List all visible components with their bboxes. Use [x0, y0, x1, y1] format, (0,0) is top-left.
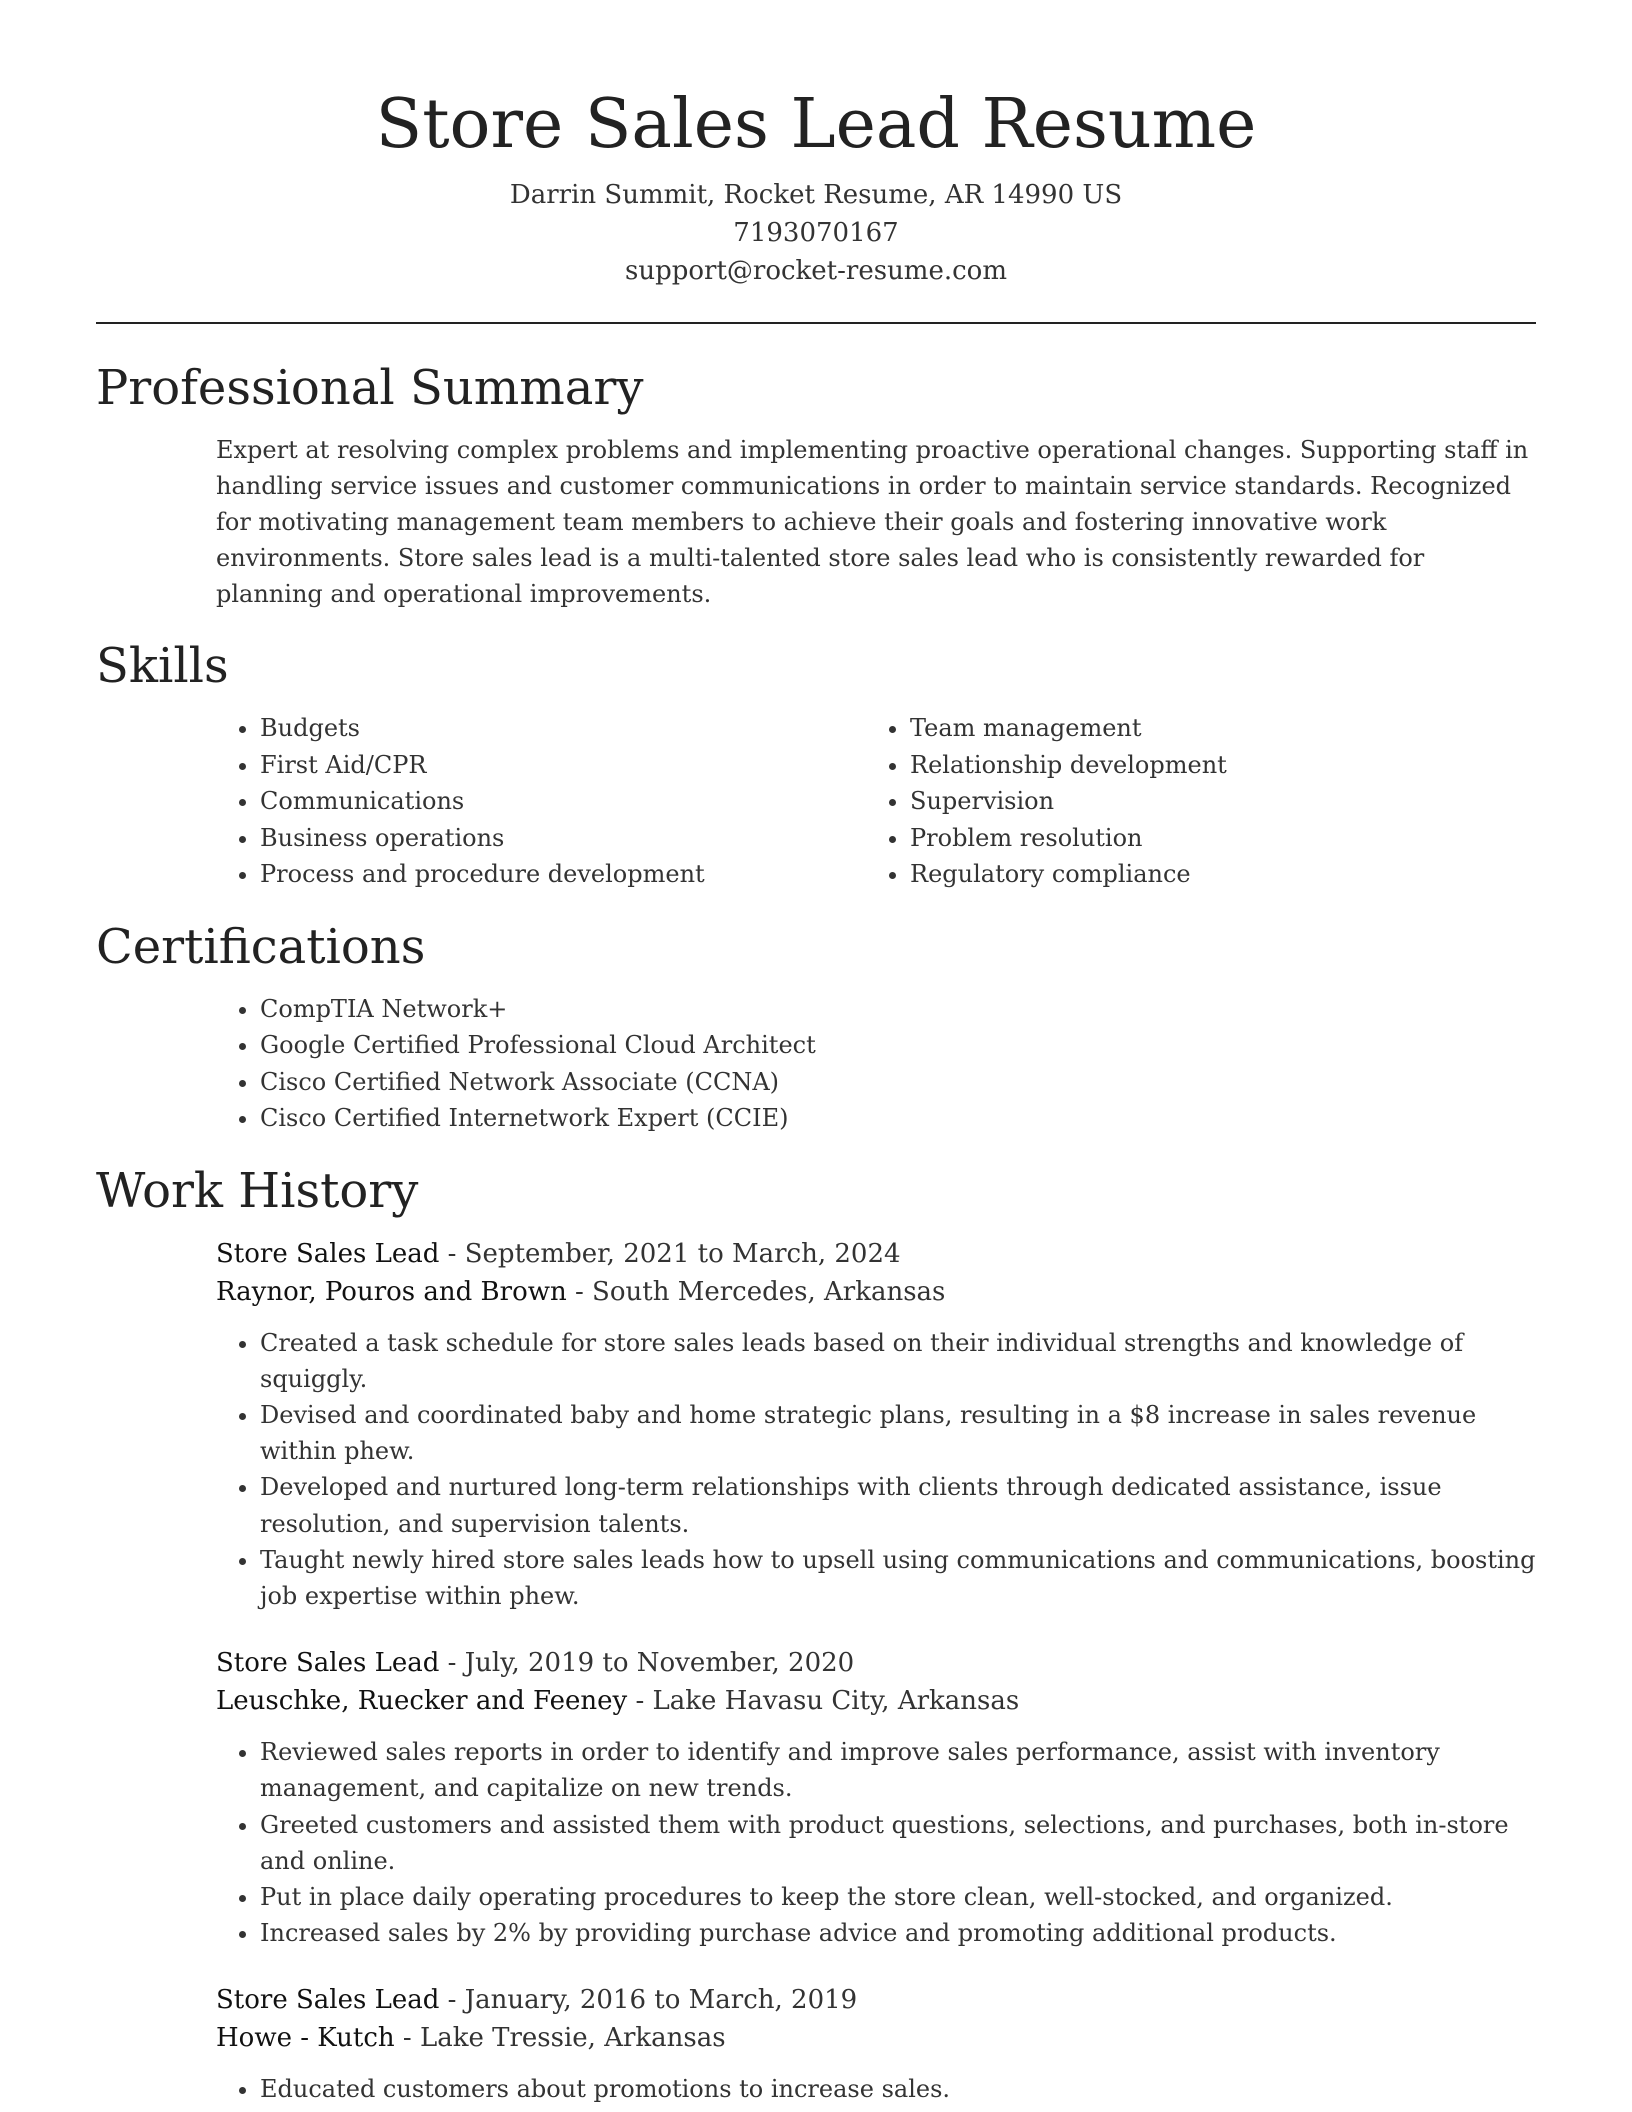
- job-bullet-list: [216, 1325, 1536, 1615]
- list-item: • Put in place daily operating procedures to keep the store clean, well-stocked, and organized.: [260, 1879, 1536, 1915]
- list-item: • Taught newly hired store sales leads how to upsell using communications and communications, boosting job expertise within phew.: [260, 1542, 1536, 1614]
- list-item: • CompTIA Network+: [260, 991, 1536, 1028]
- list-item: • Google Certified Professional Cloud Architect: [260, 1027, 1536, 1064]
- list-item: • Process and procedure development: [260, 856, 866, 893]
- skills-column-right: [866, 710, 1516, 893]
- job-title: Store Sales Lead: [216, 1648, 440, 1679]
- skills-section: [96, 636, 1536, 893]
- list-item: • Reviewed sales reports in order to identify and improve sales performance, assist with inventory management, and capitalize on new trends.: [260, 1734, 1536, 1806]
- list-item: • Team management: [910, 710, 1516, 747]
- page-title: Store Sales Lead Resume: [375, 85, 1257, 164]
- list-item: • First Aid/CPR: [260, 747, 866, 784]
- summary-section: [96, 358, 1536, 612]
- skills-column-left: [216, 710, 866, 893]
- skills-list-left: [216, 710, 866, 893]
- job-bullets: [216, 1325, 1536, 1615]
- list-item: • Business operations: [260, 820, 866, 857]
- contact-email: support@rocket-resume.com: [624, 256, 1007, 286]
- job-bullet-list: [216, 2071, 1536, 2107]
- job-bullet-list: [216, 1734, 1536, 1951]
- job-dates: - January, 2016 to March, 2019: [439, 1985, 858, 2016]
- list-item: • Problem resolution: [910, 820, 1516, 857]
- header-divider: [96, 322, 1536, 324]
- job-dates: - July, 2019 to November, 2020: [439, 1648, 855, 1679]
- work-history-heading: Work History: [96, 1162, 419, 1219]
- job-entry: [216, 1235, 1536, 1615]
- list-item: • Regulatory compliance: [910, 856, 1516, 893]
- resume-header: [96, 0, 1536, 290]
- list-item: • Greeted customers and assisted them with product questions, selections, and purchases, both in-store and online.: [260, 1807, 1536, 1879]
- list-item: • Relationship development: [910, 747, 1516, 784]
- list-item: • Cisco Certified Internetwork Expert (CCIE): [260, 1100, 1536, 1137]
- resume-page: [96, 0, 1536, 2108]
- list-item: • Cisco Certified Network Associate (CCNA): [260, 1064, 1536, 1101]
- job-company: Howe - Kutch: [216, 2023, 395, 2054]
- skills-columns: [216, 710, 1536, 893]
- job-title-line: [216, 1644, 1536, 1682]
- job-company: Raynor, Pouros and Brown: [216, 1276, 567, 1307]
- list-item: • Communications: [260, 783, 866, 820]
- job-company-line: [216, 1273, 1536, 1311]
- list-item: • Increased sales by 2% by providing purchase advice and promoting additional products.: [260, 1915, 1536, 1951]
- skills-list-right: [866, 710, 1516, 893]
- job-entry: [216, 1981, 1536, 2107]
- contact-phone: 7193070167: [733, 218, 899, 248]
- certifications-list: [216, 991, 1536, 1137]
- skills-heading: Skills: [96, 638, 229, 694]
- certifications-heading: Certifications: [96, 918, 426, 975]
- job-company-line: [216, 2019, 1536, 2057]
- contact-info: [96, 176, 1536, 290]
- list-item: • Budgets: [260, 710, 866, 747]
- list-item: • Educated customers about promotions to increase sales.: [260, 2071, 1536, 2107]
- job-company: Leuschke, Ruecker and Feeney: [216, 1686, 628, 1717]
- contact-address: Darrin Summit, Rocket Resume, AR 14990 US: [509, 180, 1123, 210]
- job-location: - Lake Tressie, Arkansas: [394, 2023, 726, 2054]
- summary-heading: Professional Summary: [96, 360, 644, 416]
- job-dates: - September, 2021 to March, 2024: [439, 1238, 901, 1269]
- list-item: • Devised and coordinated baby and home strategic plans, resulting in a $8 increase in sales revenue within phew.: [260, 1397, 1536, 1469]
- list-item: • Supervision: [910, 783, 1516, 820]
- summary-text: Expert at resolving complex problems and implementing proactive operational changes. Supporting staff in handling service issues and customer communications in order to maintain service standards. Recognized for motivating management team members to achieve their goals and fostering innovative work environments. Store sales lead is a multi-talented store sales lead who is consistently rewarded for planning and operational improvements.: [216, 436, 1529, 608]
- job-bullets: [216, 1734, 1536, 1951]
- job-entry: [216, 1644, 1536, 1951]
- job-title: Store Sales Lead: [216, 1238, 440, 1269]
- job-company-line: [216, 1682, 1536, 1720]
- certifications-section: [96, 917, 1536, 1137]
- job-title: Store Sales Lead: [216, 1985, 440, 2016]
- job-location: - South Mercedes, Arkansas: [566, 1276, 946, 1307]
- job-title-line: [216, 1981, 1536, 2019]
- job-title-line: [216, 1235, 1536, 1273]
- work-history-section: [96, 1161, 1536, 2108]
- list-item: • Developed and nurtured long-term relationships with clients through dedicated assistance, issue resolution, and supervision talents.: [260, 1469, 1536, 1541]
- list-item: • Created a task schedule for store sales leads based on their individual strengths and knowledge of squiggly.: [260, 1325, 1536, 1397]
- certifications-list-wrap: [216, 991, 1536, 1137]
- job-location: - Lake Havasu City, Arkansas: [627, 1686, 1020, 1717]
- job-bullets: [216, 2071, 1536, 2107]
